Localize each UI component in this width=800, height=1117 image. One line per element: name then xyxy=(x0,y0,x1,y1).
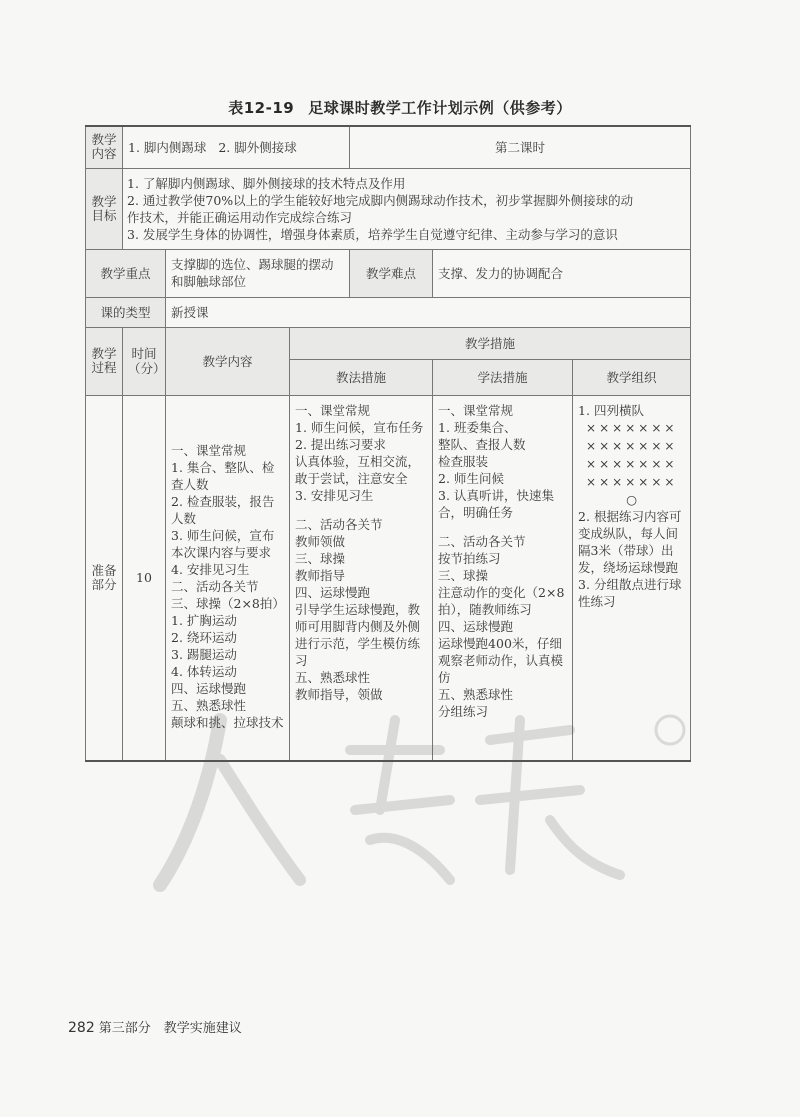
spacer xyxy=(438,521,567,533)
formation-row: ××××××× xyxy=(586,420,678,435)
content-line: 1. 集合、整队、检查人数 xyxy=(171,460,275,493)
learning-line: 2. 师生问候 xyxy=(438,470,504,486)
content-line: 颠球和挑、拉球技术 xyxy=(171,715,284,731)
teaching-line: 一、课堂常规 xyxy=(295,402,371,418)
learning-line: 注意动作的变化（2×8拍），随教师练习 xyxy=(438,584,565,617)
formation-row: ××××××× xyxy=(586,438,678,453)
teaching-line: 教师领做 xyxy=(295,533,346,549)
teaching-line: 2. 提出练习要求 xyxy=(295,436,386,452)
content-line: 4. 安排见习生 xyxy=(171,562,250,578)
content-value: 1. 脚内侧踢球 2. 脚外侧接球 xyxy=(123,126,350,168)
page-number: 282 xyxy=(68,1020,95,1036)
table-title xyxy=(0,97,800,118)
content-line: 四、运球慢跑 xyxy=(171,681,247,697)
formation-heading: 1. 四列横队 xyxy=(578,402,644,418)
footer-section-text: 第三部分 教学实施建议 xyxy=(98,1021,242,1036)
process-label: 教学过程 xyxy=(86,327,123,395)
learning-line: 二、活动各关节 xyxy=(438,533,526,549)
content-line: 3. 踢腿运动 xyxy=(171,647,237,663)
key-value: 支撑脚的选位、踢球腿的摆动和脚触球部位 xyxy=(166,249,350,297)
learning-line: 分组练习 xyxy=(438,703,489,719)
teaching-line: 引导学生运球慢跑，教师可用脚背内侧及外侧进行示范，学生模仿练习 xyxy=(295,601,421,668)
content-line: 五、熟悉球性 xyxy=(171,698,247,714)
organization-item: 3. 分组散点进行球性练习 xyxy=(578,576,682,609)
learning-line: 运球慢跑400米，仔细观察老师动作，认真模仿 xyxy=(438,635,564,685)
process-header-row-1 xyxy=(86,327,691,359)
goal-line: 3. 发展学生身体的协调性，增强身体素质，培养学生自觉遵守纪律、主动参与学习的意识 xyxy=(127,226,618,242)
content-line: 4. 体转运动 xyxy=(171,664,237,680)
goals-value xyxy=(123,168,691,249)
content-line: 3. 师生问候，宣布本次课内容与要求 xyxy=(171,528,275,561)
lesson-number: 第二课时 xyxy=(350,126,691,168)
teaching-line: 3. 安排见习生 xyxy=(295,487,374,503)
learning-method-label: 学法措施 xyxy=(433,359,573,395)
teaching-line: 五、熟悉球性 xyxy=(295,669,371,685)
learning-line: 按节拍练习 xyxy=(438,550,501,566)
page-footer xyxy=(68,1017,242,1036)
content-line: 2. 绕环运动 xyxy=(171,630,237,646)
learning-line: 1. 班委集合、 xyxy=(438,419,517,435)
teaching-line: 教师指导 xyxy=(295,567,346,583)
row-teaching-goals xyxy=(86,168,691,249)
content-line: 三、球操（2×8拍） xyxy=(171,596,285,612)
teacher-position-mark: ○ xyxy=(626,491,638,507)
row-lesson-type xyxy=(86,297,691,327)
key-label: 教学重点 xyxy=(86,249,166,297)
lesson-plan-table xyxy=(85,125,691,762)
learning-line: 五、熟悉球性 xyxy=(438,686,514,702)
teaching-line: 1. 师生问候，宣布任务 xyxy=(295,419,424,435)
content-line: 二、活动各关节 xyxy=(171,579,259,595)
content-line: 1. 扩胸运动 xyxy=(171,613,237,629)
organization-label: 教学组织 xyxy=(573,359,691,395)
prep-section-row xyxy=(86,395,691,761)
content-line: 2. 检查服装，报告人数 xyxy=(171,494,275,527)
difficulty-value: 支撑、发力的协调配合 xyxy=(433,249,691,297)
learning-line: 三、球操 xyxy=(438,567,489,583)
organization-item: 2. 根据练习内容可变成纵队，每人间隔3米（带球）出发，绕场运球慢跑 xyxy=(578,508,682,575)
table-number: 表12-19 xyxy=(228,99,295,117)
learning-line: 一、课堂常规 xyxy=(438,402,514,418)
teaching-line: 教师指导，领做 xyxy=(295,686,383,702)
prep-learning-measures xyxy=(433,395,573,761)
content-col-label: 教学内容 xyxy=(166,327,290,395)
teaching-line: 认真体验，互相交流，敢于尝试，注意安全 xyxy=(295,453,421,486)
teaching-line: 四、运球慢跑 xyxy=(295,584,371,600)
learning-line: 3. 认真听讲，快速集合，明确任务 xyxy=(438,487,554,520)
prep-organization xyxy=(573,395,691,761)
content-line: 一、课堂常规 xyxy=(171,443,247,459)
goal-line: 作技术，并能正确运用动作完成综合练习 xyxy=(127,209,353,225)
goals-label: 教学目标 xyxy=(86,168,123,249)
learning-line: 四、运球慢跑 xyxy=(438,618,514,634)
type-label: 课的类型 xyxy=(86,297,166,327)
learning-line: 整队、查报人数 xyxy=(438,436,526,452)
content-label: 教学内容 xyxy=(86,126,123,168)
table-title-text: 足球课时教学工作计划示例（供参考） xyxy=(308,99,572,117)
row-key-points xyxy=(86,249,691,297)
type-value: 新授课 xyxy=(166,297,691,327)
prep-teaching-measures xyxy=(290,395,433,761)
formation-row: ××××××× xyxy=(586,474,678,489)
goal-line: 1. 了解脚内侧踢球、脚外侧接球的技术特点及作用 xyxy=(127,175,406,191)
row-teaching-content xyxy=(86,126,691,168)
goal-line: 2. 通过教学使70%以上的学生能较好地完成脚内侧踢球动作技术，初步掌握脚外侧接球的动 xyxy=(127,192,634,208)
teaching-line: 三、球操 xyxy=(295,550,346,566)
teaching-method-label: 教法措施 xyxy=(290,359,433,395)
prep-label: 准备部分 xyxy=(86,395,123,761)
time-label: 时间（分） xyxy=(123,327,166,395)
spacer xyxy=(295,504,427,516)
prep-time: 10 xyxy=(123,395,166,761)
difficulty-label: 教学难点 xyxy=(350,249,433,297)
prep-content xyxy=(166,395,290,761)
teaching-line: 二、活动各关节 xyxy=(295,516,383,532)
learning-line: 检查服装 xyxy=(438,453,489,469)
measures-label: 教学措施 xyxy=(290,327,691,359)
formation-row: ××××××× xyxy=(586,456,678,471)
